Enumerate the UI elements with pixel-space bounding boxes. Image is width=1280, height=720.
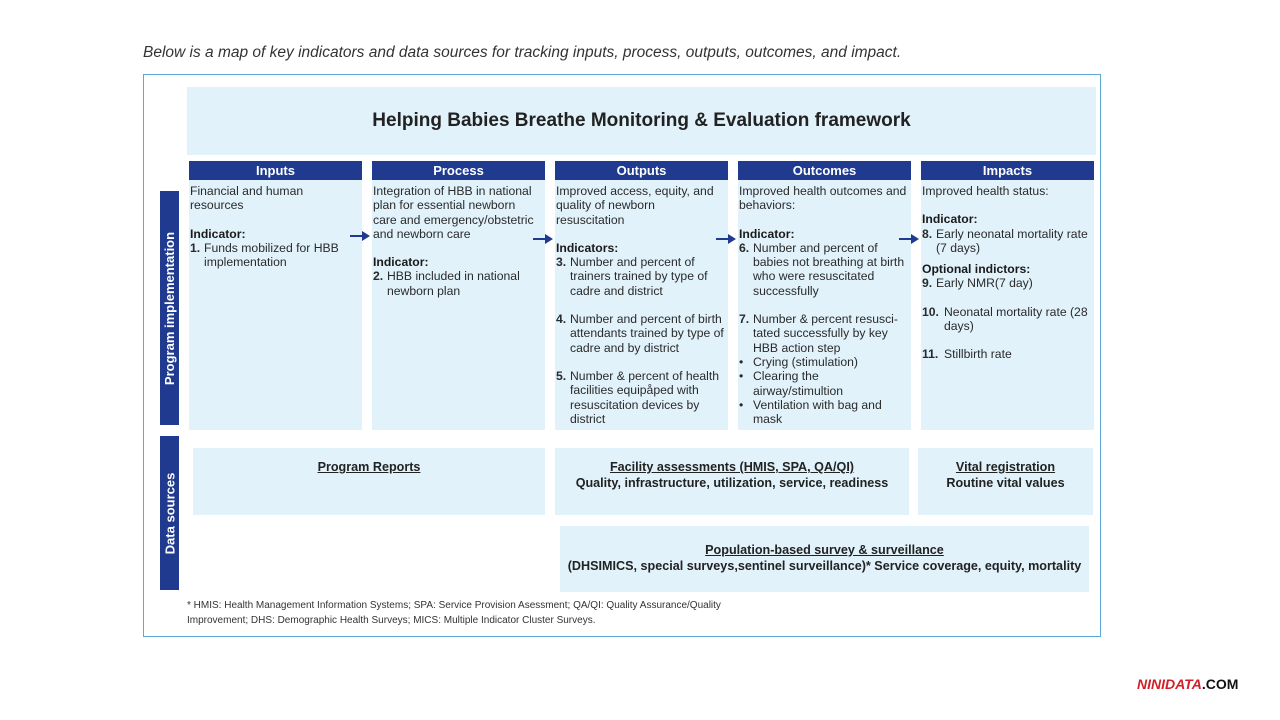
bullet-item (739, 398, 908, 427)
indicator-text: Early NMR(7 day) (936, 276, 1033, 291)
bullet-dot: • (739, 397, 744, 412)
data-source-program-reports (193, 448, 545, 515)
indicator-number: 4. (556, 312, 567, 327)
indicator-item (556, 255, 725, 298)
column-header-impacts: Impacts (921, 161, 1094, 180)
indicator-item (739, 312, 908, 355)
arrow-right-icon (899, 233, 919, 245)
indicator-text: Neonatal mortality rate (28 days) (944, 304, 1088, 334)
side-tab-program-implementation (160, 191, 179, 425)
indicator-number: 1. (190, 240, 201, 255)
bullet-item (739, 355, 908, 369)
arrow-right-icon (716, 233, 736, 245)
column-body-process (372, 180, 545, 430)
data-source-facility-assessments (555, 448, 909, 515)
indicator-number: 2. (373, 269, 384, 284)
indicator-number: 5. (556, 368, 567, 383)
column-body-inputs (189, 180, 362, 430)
footnote: * HMIS: Health Management Information Systems; SPA: Service Provision Asessment; QA/QI: Quality Assurance/Quality Improvement; DHS: Demographic Health Surveys; MICS: Multiple Indicator Cluster Surveys. (187, 600, 721, 626)
indicator-number: 9. (922, 276, 933, 291)
arrow-right-icon (350, 230, 370, 242)
column-header-outputs: Outputs (555, 161, 728, 180)
bullet-dot: • (739, 354, 744, 369)
column-header-outcomes: Outcomes (738, 161, 911, 180)
data-source-title: Vital registration (955, 460, 1056, 474)
outputs-description: Improved access, equity, and quality of newborn resuscitation (556, 184, 714, 227)
indicator-number: 11. (922, 347, 939, 362)
indicator-item (373, 269, 542, 298)
indicator-text: Number & percent resusci-tated successfully by key HBB action step (753, 312, 898, 355)
indicator-number: 8. (922, 226, 933, 241)
bullet-text: Clearing the airway/stimultion (753, 369, 844, 398)
data-source-title: Facility assessments (HMIS, SPA, QA/QI) (609, 460, 855, 474)
indicator-number: 3. (556, 255, 567, 270)
indicator-item (922, 276, 1091, 290)
indicator-text: Number & percent of health facilities equipåped with resuscitation devices by district (570, 368, 720, 426)
indicator-item (922, 227, 1091, 256)
impacts-description: Improved health status: (922, 184, 1049, 198)
indicator-text: Number and percent of trainers trained by type of cadre and district (570, 255, 708, 298)
indicator-item (922, 305, 1091, 334)
column-inputs (189, 161, 362, 430)
column-body-outputs (555, 180, 728, 430)
inputs-indicator-label: Indicator: (190, 226, 246, 241)
data-source-subtitle: (DHSIMICS, special surveys,sentinel surveillance)* Service coverage, equity, mortality (567, 559, 1082, 573)
data-source-vital-registration (918, 448, 1093, 515)
outcomes-indicator-label: Indicator: (739, 226, 795, 241)
data-source-subtitle: Quality, infrastructure, utilization, service, readiness (575, 476, 889, 490)
bullet-text: Crying (stimulation) (753, 354, 858, 369)
process-description: Integration of HBB in national plan for essential newborn care and emergency/obstetric and newborn care (373, 184, 534, 241)
data-source-population-survey (560, 526, 1089, 592)
indicator-item (556, 312, 725, 355)
arrow-right-icon (533, 233, 553, 245)
indicator-text: Stillbirth rate (944, 347, 1012, 362)
brand-name: NINIDATA (1137, 676, 1202, 692)
framework-title: Helping Babies Breathe Monitoring & Evaluation framework (187, 87, 1096, 155)
indicator-text: Early neonatal mortality rate (7 days) (936, 226, 1088, 255)
indicator-item (556, 369, 725, 426)
inputs-description: Financial and human resources (190, 184, 304, 213)
data-source-title: Program Reports (317, 460, 421, 474)
indicator-text: HBB included in national newborn plan (387, 269, 520, 298)
data-source-subtitle: Routine vital values (946, 476, 1065, 490)
indicator-number: 7. (739, 312, 750, 327)
process-indicator-label: Indicator: (373, 255, 429, 270)
brand-watermark (1137, 676, 1238, 692)
indicator-text: Number and percent of babies not breathing at birth who were resuscitated successfully (753, 240, 905, 298)
outputs-indicator-label: Indicators: (556, 240, 619, 255)
data-source-title: Population-based survey & surveillance (705, 543, 944, 557)
indicator-item (739, 241, 908, 298)
indicator-text: Number and percent of birth attendants trained by type of cadre and by district (570, 312, 724, 355)
indicator-number: 6. (739, 240, 750, 255)
column-header-process: Process (372, 161, 545, 180)
page-caption: Below is a map of key indicators and data sources for tracking inputs, process, outputs, outcomes, and impact. (143, 44, 902, 61)
column-outcomes (738, 161, 911, 430)
column-body-outcomes (738, 180, 911, 430)
column-header-inputs: Inputs (189, 161, 362, 180)
impacts-optional-label: Optional indictors: (922, 262, 1031, 277)
indicator-number: 10. (922, 304, 939, 319)
bullet-dot: • (739, 369, 744, 384)
side-tab-data-sources (160, 436, 179, 590)
column-impacts (921, 161, 1094, 430)
bullet-text: Ventilation with bag and mask (753, 397, 882, 427)
column-body-impacts (921, 180, 1094, 430)
indicator-item (922, 347, 1091, 361)
outcomes-description: Improved health outcomes and behaviors: (739, 184, 907, 213)
side-tab-data-sources-label: Data sources (162, 472, 177, 554)
column-outputs (555, 161, 728, 430)
brand-suffix: .COM (1201, 676, 1239, 692)
impacts-indicator-label: Indicator: (922, 212, 978, 227)
bullet-item (739, 369, 908, 398)
column-process (372, 161, 545, 430)
side-tab-program-label: Program implementation (162, 231, 178, 385)
indicator-item (190, 241, 359, 270)
indicator-text: Funds mobilized for HBB implementation (204, 240, 339, 270)
